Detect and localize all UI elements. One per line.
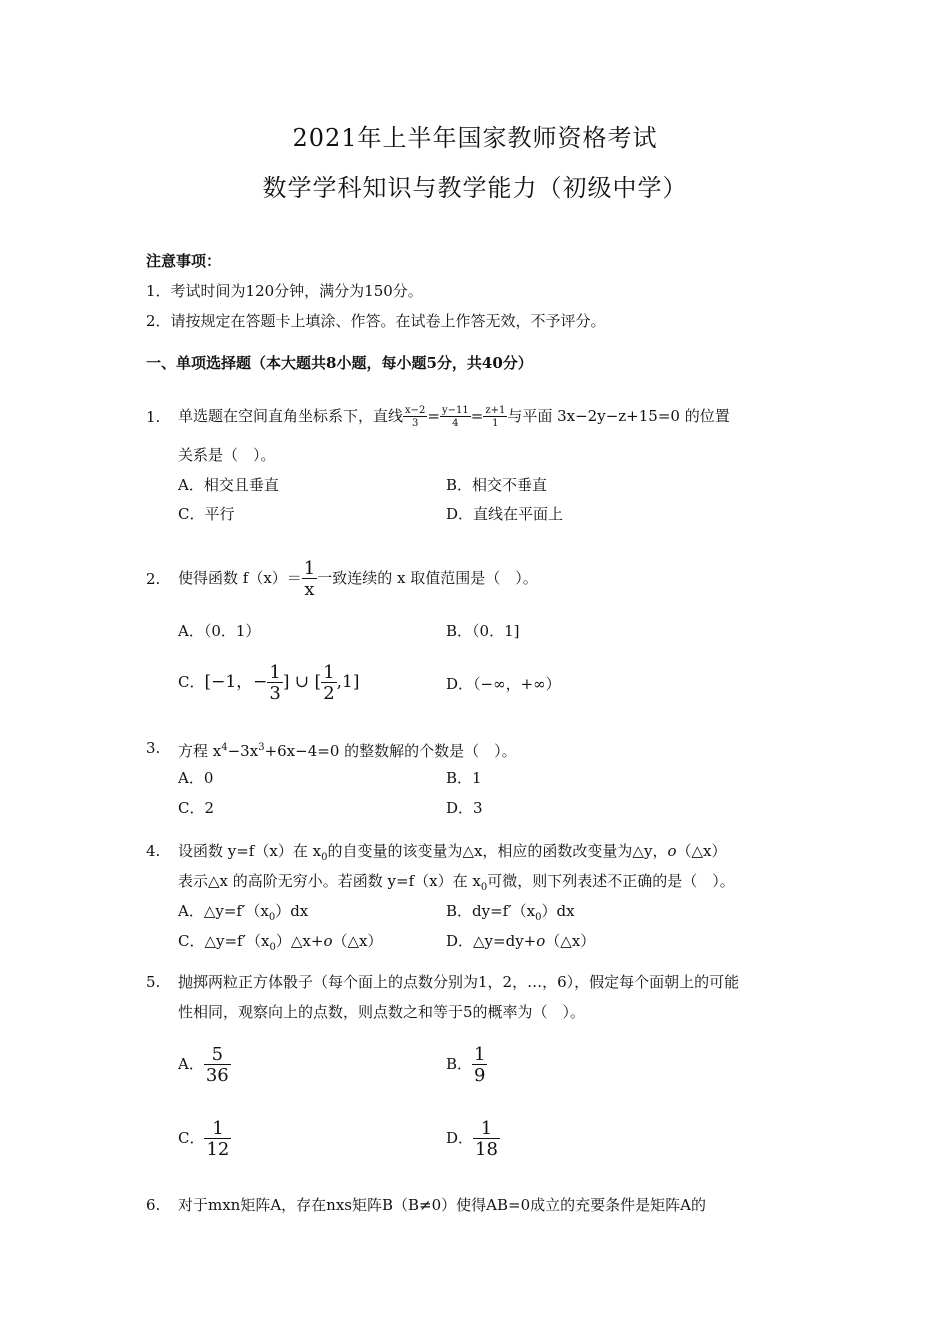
question-4-line-1: 设函数 y=f（x）在 $x_0$的自变量的该变量为△x，相应的函数改变量为△y，o（△x） bbox=[178, 842, 727, 863]
fraction: $\frac{1}{12}$ bbox=[206, 1117, 230, 1160]
fraction: $\frac{z+1}{1}$ bbox=[485, 404, 506, 429]
question-5-number: 5. bbox=[146, 973, 161, 991]
fraction: $\frac{x-2}{3}$ bbox=[405, 404, 426, 429]
fraction: $\frac{y-11}{4}$ bbox=[441, 404, 469, 429]
fraction: $\frac{1}{3}$ bbox=[269, 661, 281, 704]
question-2-option-a: A．（0．1） bbox=[178, 622, 261, 640]
question-1-option-c: C．平行 bbox=[178, 505, 235, 523]
question-2-option-c: C．[−1，− $\frac{1}{3}$ ] ∪ [ $\frac{1}{2}$ ,1] bbox=[178, 661, 360, 704]
question-2-line-1: 使得函数 f（x）＝ $\frac{1}{x}$ 一致连续的 x 取值范围是（ ）。 bbox=[178, 557, 538, 600]
fraction: $\frac{5}{36}$ bbox=[205, 1043, 229, 1086]
question-5-option-a: A． $\frac{5}{36}$ bbox=[178, 1043, 229, 1086]
question-2-option-d: D．（−∞，+∞） bbox=[446, 675, 561, 693]
question-6-line-1: 对于mxn矩阵A，存在nxs矩阵B（B≠0）使得AB=0成立的充要条件是矩阵A的 bbox=[178, 1196, 706, 1214]
question-5-option-c: C． $\frac{1}{12}$ bbox=[178, 1117, 230, 1160]
question-3-option-c: C．2 bbox=[178, 799, 215, 817]
question-5-option-d: D． $\frac{1}{18}$ bbox=[446, 1117, 498, 1160]
fraction: $\frac{1}{x}$ bbox=[303, 557, 316, 600]
question-3-line-1: 方程 $x^4-3x^3+6x-4=0$ 的整数解的个数是（ ）。 bbox=[178, 742, 517, 760]
notes-item-1: 1．考试时间为120分钟，满分为150分。 bbox=[146, 282, 423, 300]
question-1-option-a: A．相交且垂直 bbox=[178, 476, 279, 494]
question-4-line-2: 表示△x 的高阶无穷小。若函数 y=f（x）在 $x_0$可微，则下列表述不正确的是（ ）。 bbox=[178, 872, 735, 893]
question-1-option-b: B．相交不垂直 bbox=[446, 476, 548, 494]
fraction: $\frac{1}{9}$ bbox=[474, 1043, 486, 1086]
question-3-option-d: D．3 bbox=[446, 799, 483, 817]
fraction: $\frac{1}{18}$ bbox=[475, 1117, 498, 1160]
question-1-option-d: D．直线在平面上 bbox=[446, 505, 564, 523]
question-1-line-2: 关系是（ ）。 bbox=[178, 446, 276, 464]
section-heading: 一、单项选择题（本大题共8小题，每小题5分，共40分） bbox=[146, 354, 533, 372]
question-2-option-b: B．（0．1] bbox=[446, 622, 520, 640]
question-4-option-c: C．$\triangle y=f'(x_0)\triangle x+o(\triangle x)$ bbox=[178, 932, 383, 953]
question-6-number: 6. bbox=[146, 1196, 161, 1214]
question-4-option-a: A．$\triangle y=f'(x_0)dx$ bbox=[178, 902, 309, 923]
notes-heading: 注意事项： bbox=[146, 252, 222, 270]
fraction: $\frac{1}{2}$ bbox=[323, 661, 335, 704]
exam-title: 2021年上半年国家教师资格考试 bbox=[292, 124, 658, 152]
question-2-number: 2. bbox=[146, 570, 161, 588]
notes-item-2: 2．请按规定在答题卡上填涂、作答。在试卷上作答无效，不予评分。 bbox=[146, 312, 606, 330]
question-1-number: 1. bbox=[146, 408, 161, 426]
question-1-line-1: 单选题在空间直角坐标系下，直线 $\frac{x-2}{3}$ = $\frac{y-11}{4}$ = $\frac{z+1}{1}$ 与平面 3x−2y−z+15=0 的位置 bbox=[178, 404, 730, 429]
exam-subtitle: 数学学科知识与教学能力（初级中学） bbox=[262, 174, 688, 202]
question-3-option-a: A．0 bbox=[178, 769, 214, 787]
question-4-number: 4. bbox=[146, 842, 161, 860]
question-4-option-d: D．△y=dy+o（△x） bbox=[446, 932, 596, 950]
question-5-option-b: B． $\frac{1}{9}$ bbox=[446, 1043, 486, 1086]
question-5-line-2: 性相同，观察向上的点数，则点数之和等于5的概率为（ ）。 bbox=[178, 1003, 586, 1021]
question-5-line-1: 抛掷两粒正方体骰子（每个面上的点数分别为1，2，…，6），假定每个面朝上的可能 bbox=[178, 973, 740, 991]
question-4-option-b: B．$dy=f'(x_0)dx$ bbox=[446, 902, 575, 923]
question-3-number: 3. bbox=[146, 739, 161, 757]
question-3-option-b: B．1 bbox=[446, 769, 482, 787]
